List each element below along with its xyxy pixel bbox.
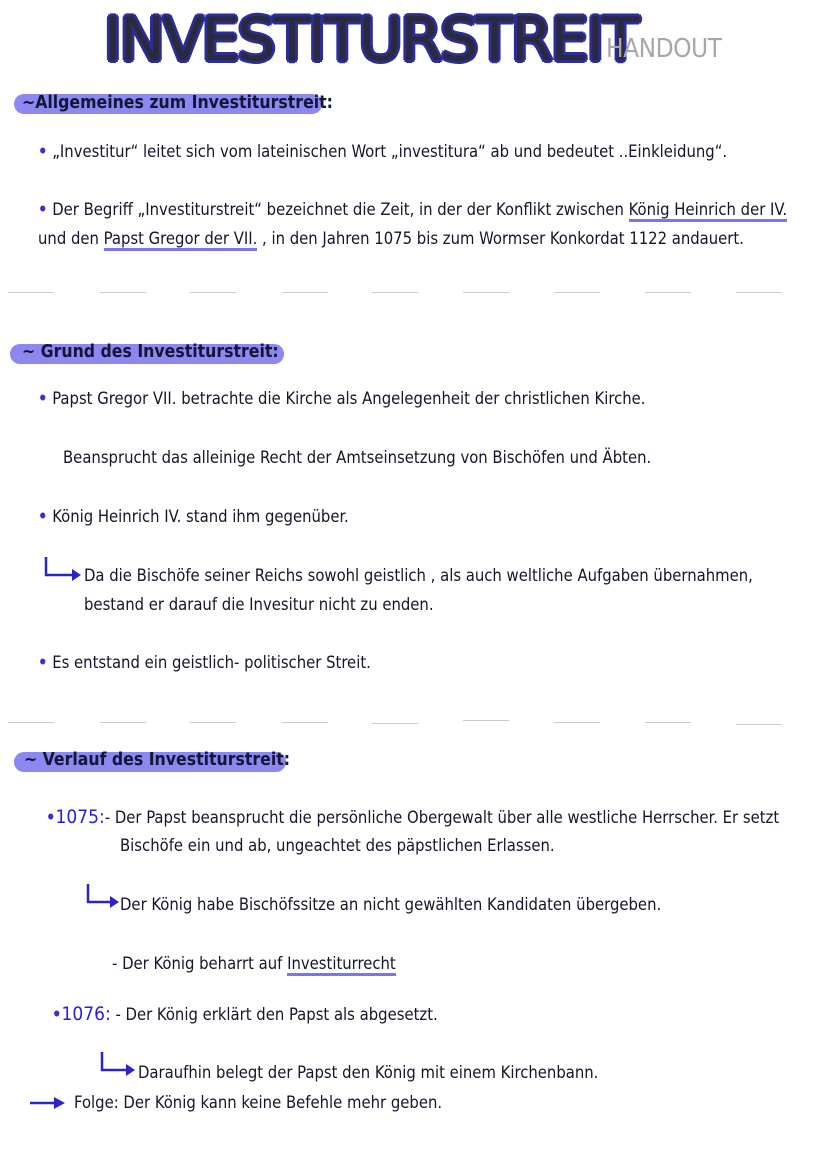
item-text: Es entstand ein geistlich- politischer Streit. [52,653,371,672]
page-title: INVESTITURSTREIT [104,5,637,75]
sub-item [112,953,396,975]
underlined-term: Investiturrecht [287,954,396,976]
list-item [38,652,371,674]
arrow-return-icon [44,555,84,581]
timeline-entry-1076 [52,1003,438,1026]
timeline-entry-1075 [46,806,779,829]
arrow-right-icon [30,1096,68,1110]
arrow-return-icon [86,882,122,908]
item-continuation: Beansprucht das alleinige Recht der Amtseinsetzung von Bischöfen und Äbten. [63,448,652,467]
bullet-icon: • [52,1005,62,1024]
list-item [38,141,727,163]
page-subtitle: HANDOUT [606,34,722,64]
bullet-icon: • [46,808,56,827]
sub-item-line2: bestand er darauf die Invesitur nicht zu enden. [84,595,434,614]
section-heading-allgemeines: ~Allgemeines zum Investiturstreit: [22,93,333,113]
list-item [38,388,646,410]
section-heading-grund: ~ Grund des Investiturstreit: [22,342,279,362]
arrow-return-icon [100,1050,138,1076]
item-text: - Der König beharrt auf [112,954,288,973]
year-label: 1075: [55,806,105,828]
item-text: - Der König erklärt den Papst als abgesetzt. [110,1005,438,1024]
item-text: , in den Jahren 1075 bis zum Wormser Konkordat 1122 andauert. [257,229,744,248]
section-heading-verlauf: ~ Verlauf des Investiturstreit: [24,750,291,770]
bullet-icon: • [38,389,48,408]
sub-item: Daraufhin belegt der Papst den König mit einem Kirchenbann. [138,1063,599,1082]
list-item [38,199,787,221]
underlined-term: König Heinrich der IV. [629,200,788,222]
list-item [38,506,349,528]
result-text: Folge: Der König kann keine Befehle mehr geben. [74,1093,443,1112]
item-text: Der Begriff „Investiturstreit“ bezeichnet die Zeit, in der der Konflikt zwischen [52,200,629,219]
list-item-continuation [38,228,744,250]
bullet-icon: • [38,200,48,219]
sub-item-line1: Da die Bischöfe seiner Reichs sowohl geistlich , als auch weltliche Aufgaben übernahmen, [84,566,753,585]
item-text: und den [38,229,104,248]
item-text: Papst Gregor VII. betrachte die Kirche als Angelegenheit der christlichen Kirche. [52,389,646,408]
bullet-icon: • [38,142,48,161]
timeline-entry-continuation: Bischöfe ein und ab, ungeachtet des päpstlichen Erlassen. [120,836,555,855]
underlined-term: Papst Gregor der VII. [104,229,258,251]
item-text: König Heinrich IV. stand ihm gegenüber. [52,507,349,526]
year-label: 1076: [61,1003,111,1025]
sub-item: Der König habe Bischöfssitze an nicht gewählten Kandidaten übergeben. [120,895,662,914]
item-text: „Investitur“ leitet sich vom lateinischen Wort „investitura“ ab und bedeutet ..Einkleidung“. [52,142,728,161]
bullet-icon: • [38,507,48,526]
bullet-icon: • [38,653,48,672]
item-text: - Der Papst beansprucht die persönliche Obergewalt über alle westliche Herrscher. Er setzt [104,808,780,827]
